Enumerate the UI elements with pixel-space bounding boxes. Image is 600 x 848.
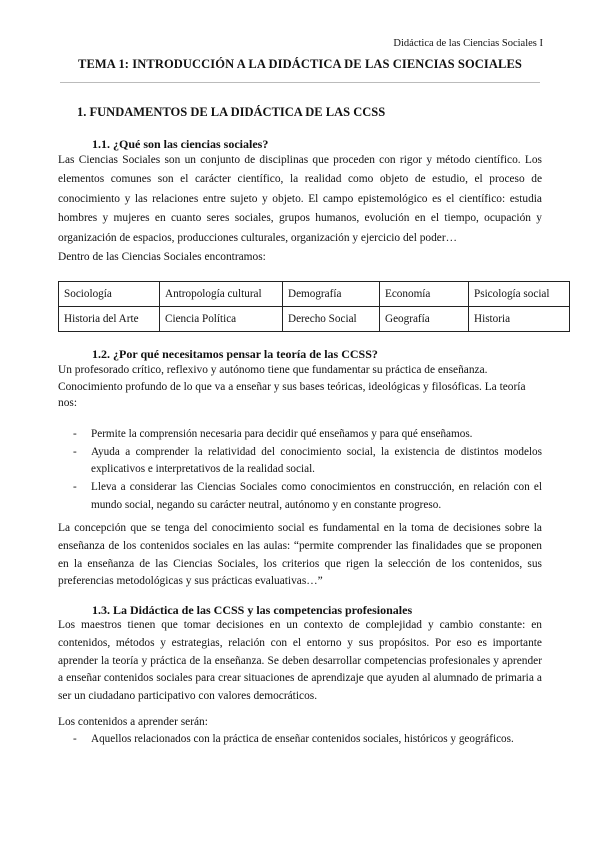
list-item-text: Permite la comprensión necesaria para decidir qué enseñamos y para qué enseñamos. xyxy=(91,428,473,440)
document-title: TEMA 1: INTRODUCCIÓN A LA DIDÁCTICA DE LAS CIENCIAS SOCIALES xyxy=(78,57,522,71)
list-item: - Lleva a considerar las Ciencias Sociales como conocimientos en construcción, en relación con el mundo social, negando su carácter neutral, autónomo y en constante progreso. xyxy=(73,481,542,511)
table-row xyxy=(59,307,570,332)
table-cell: Antropología cultural xyxy=(160,282,283,307)
table-cell: Ciencia Política xyxy=(160,307,283,332)
list-item-text: Lleva a considerar las Ciencias Sociales como conocimientos en construcción, en relación con el mundo social, negando su carácter neutral, autónomo y en constante progreso. xyxy=(91,481,542,511)
paragraph-intro-disciplinas: Dentro de las Ciencias Sociales encontramos: xyxy=(58,251,266,263)
list-item-text: Ayuda a comprender la relatividad del conocimiento social, la existencia de distintos modelos explicativos e interpretativos de la realidad social. xyxy=(91,445,542,476)
table-cell: Sociología xyxy=(59,282,160,307)
list-item: - Ayuda a comprender la relatividad del conocimiento social, la existencia de distintos modelos explicativos e interpretativos de la realidad social. xyxy=(73,445,542,476)
table-cell: Demografía xyxy=(283,282,380,307)
text-line: nos: xyxy=(58,397,77,409)
table-cell: Economía xyxy=(380,282,469,307)
list-item: - Permite la comprensión necesaria para decidir qué enseñamos y para qué enseñamos. xyxy=(73,428,473,440)
paragraph-concepcion: La concepción que se tenga del conocimiento social es fundamental en la toma de decisiones sobre la enseñanza de los contenidos sociales en las aulas: “permite comprender las finalidades que se proponen en la enseñanza de las Ciencias Sociales, los criterios que rigen la selección de los contenidos, sus preferencias metodológicas y sus prácticas evaluativas…” xyxy=(58,522,542,588)
paragraph-maestros: Los maestros tienen que tomar decisiones en un contexto de complejidad y cambio constante: en contenidos, métodos y estrategias, relación con el entorno y sus propósitos. Por eso es importante aprender la teoría y práctica de la enseñanza. Se deben desarrollar competencias profesionales y aprender a enseñar contenidos sociales para crear situaciones de aprendizaje que ayuden al alumnado de primaria a ser un ciudadano participativo con valores democráticos. xyxy=(58,619,542,703)
subsection-heading-1-1: 1.1. ¿Qué son las ciencias sociales? xyxy=(92,137,269,151)
disciplines-table xyxy=(58,281,570,332)
paragraph-profesorado xyxy=(58,362,542,412)
paragraph-ciencias-sociales: Las Ciencias Sociales son un conjunto de disciplinas que proceden con rigor y método científico. Los elementos comunes son el carácter científico, la realidad como objeto de estudio, el proceso de conocimiento y las relaciones entre sujeto y objeto. El campo epistemológico es el científico: estudia hombres y mujeres en cuanto seres sociales, grupos humanos, evolución en el tiempo, ocupación y organización de espacios, producciones culturales, organización y ejercicio del poder… xyxy=(58,154,542,244)
table-cell: Historia del Arte xyxy=(59,307,160,332)
table-cell: Geografía xyxy=(380,307,469,332)
table-cell: Psicología social xyxy=(469,282,570,307)
title-divider xyxy=(60,82,540,83)
bullet-list-contenidos xyxy=(58,731,542,749)
section-heading-fundamentos: 1. FUNDAMENTOS DE LA DIDÁCTICA DE LAS CCSS xyxy=(77,105,386,119)
table-row xyxy=(59,282,570,307)
subsection-heading-1-3: 1.3. La Didáctica de las CCSS y las competencias profesionales xyxy=(92,603,413,617)
table-cell: Historia xyxy=(469,307,570,332)
table-cell: Derecho Social xyxy=(283,307,380,332)
text-line: Conocimiento profundo de lo que va a enseñar y sus bases teóricas, ideológicas y filosóficas. La teoría xyxy=(58,380,526,393)
subsection-heading-1-2: 1.2. ¿Por qué necesitamos pensar la teoría de las CCSS? xyxy=(92,347,378,361)
bullet-list-teoria xyxy=(58,426,542,515)
paragraph-intro-contenidos: Los contenidos a aprender serán: xyxy=(58,716,208,728)
list-item-text: Aquellos relacionados con la práctica de enseñar contenidos sociales, históricos y geográficos. xyxy=(91,733,514,745)
list-item: - Aquellos relacionados con la práctica de enseñar contenidos sociales, históricos y geográficos. xyxy=(73,733,514,745)
text-line: Un profesorado crítico, reflexivo y autónomo tiene que fundamentar su práctica de enseñanza. xyxy=(58,364,488,376)
running-header: Didáctica de las Ciencias Sociales I xyxy=(393,38,543,49)
